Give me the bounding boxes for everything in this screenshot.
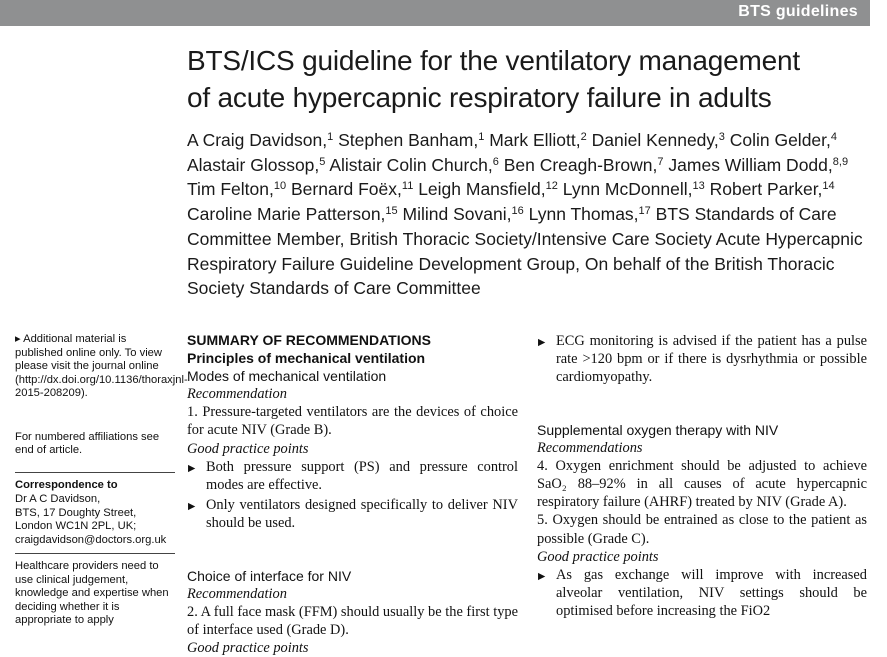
affiliation-number[interactable]: 11	[401, 180, 414, 193]
modes-heading: Modes of mechanical ventilation	[187, 368, 387, 384]
article-title	[187, 42, 867, 116]
author-groups: BTS Standards of Care Committee Member, British Thoracic Society/Intensive Care Society Acute Hypercapnic Respiratory Failure Guideline Development Group, On behalf of the British Thoracic Society Standards of Care Committee	[187, 204, 863, 299]
affiliation-number[interactable]: 17	[638, 205, 651, 218]
author-name: Bernard Foëx,	[291, 179, 402, 200]
affiliation-number[interactable]: 1	[478, 131, 485, 143]
author-name: Alistair Colin Church,	[329, 154, 493, 175]
affiliation-number[interactable]: 12	[545, 180, 558, 193]
author-name: Colin Gelder,	[729, 130, 831, 150]
ecg-bullet: ▶ ECG monitoring is advised if the patient has a pulse rate >120 bpm or if there is dysrhythmia or possible cardiomyopathy.	[537, 332, 867, 387]
affiliation-number[interactable]: 13	[692, 180, 705, 193]
gas-exchange-bullet: ▶ As gas exchange will improve with increased alveolar ventilation, NIV settings should be optimised before increasing the FiO2	[537, 566, 867, 621]
summary-heading: SUMMARY OF RECOMMENDATIONS	[187, 332, 431, 348]
affiliation-number[interactable]: 6	[492, 155, 499, 168]
affiliation-number[interactable]: 7	[657, 155, 664, 168]
affiliation-number[interactable]: 4	[830, 131, 838, 143]
sidebar-divider	[15, 553, 175, 554]
author-name: Alastair Glossop,	[187, 154, 320, 175]
column-left	[187, 332, 518, 657]
oxygen-heading: Supplemental oxygen therapy with NIV	[537, 421, 779, 438]
correspondence-line: Dr A C Davidson,	[15, 493, 101, 505]
affiliation-number[interactable]: 1	[327, 131, 334, 143]
author-name: Caroline Marie Patterson,	[187, 204, 386, 225]
author-name: Tim Felton,	[187, 179, 274, 200]
affiliation-number[interactable]: 5	[319, 155, 326, 168]
providers-note: Healthcare providers need to use clinical judgement, knowledge and expertise when deciding whether it is appropriate to apply	[15, 560, 169, 626]
correspondence-title: Correspondence to	[15, 478, 118, 491]
author-name: Milind Sovani,	[402, 204, 512, 225]
principles-heading: Principles of mechanical ventilation	[187, 350, 426, 366]
recommendation-1: 1. Pressure-targeted ventilators are the devices of choice for acute NIV (Grade B).	[187, 404, 518, 439]
author-name: Mark Elliott,	[489, 130, 581, 150]
gpp-bullet-2: ▶ Only ventilators designed specifically to deliver NIV should be used.	[187, 496, 518, 532]
affiliations-note: For numbered affiliations see end of article.	[15, 430, 160, 456]
sidebar	[15, 333, 188, 628]
recommendation-4: 4. Oxygen enrichment should be adjusted to achieve SaO₂ 88–92% in all causes of acute hypercapnic respiratory failure (AHRF) treated by NIV (Grade A).	[537, 457, 867, 511]
recommendation-label: Recommendation	[187, 386, 287, 402]
gpp-label: Good practice points	[187, 440, 309, 457]
sidebar-divider	[15, 472, 175, 473]
correspondence-line: London WC1N 2PL, UK;	[15, 520, 137, 532]
affiliation-number[interactable]: 16	[511, 205, 524, 218]
section-label: BTS guidelines	[738, 3, 858, 20]
affiliation-number[interactable]: 10	[273, 180, 287, 193]
header-bar	[0, 0, 870, 26]
correspondence-line: BTS, 17 Doughty Street,	[15, 506, 137, 519]
gpp-bullet-1: ▶ Both pressure support (PS) and pressure control modes are effective.	[187, 458, 518, 494]
recommendation-5: 5. Oxygen should be entrained as close to the patient as possible (Grade C).	[537, 512, 867, 547]
author-name: Stephen Banham,	[338, 130, 479, 150]
author-list	[187, 128, 867, 301]
correspondence-email[interactable]: craigdavidson@doctors.org.uk	[15, 533, 167, 546]
recommendation-label: Recommendation	[187, 585, 287, 602]
recommendations-label: Recommendations	[537, 439, 643, 456]
author-name: Daniel Kennedy,	[591, 130, 719, 150]
affiliation-number[interactable]: 8,9	[832, 155, 849, 168]
additional-material-note: ▸ Additional material is published online only. To view please visit the journal online (http://dx.doi.org/10.1136/thoraxjnl-2015-208209).	[15, 333, 188, 399]
author-name: Lynn McDonnell,	[562, 179, 693, 200]
affiliation-number[interactable]: 14	[822, 180, 835, 193]
gpp-label: Good practice points	[537, 548, 659, 565]
gpp-label: Good practice points	[187, 640, 309, 657]
recommendation-2: 2. A full face mask (FFM) should usually be the first type of interface used (Grade D).	[187, 603, 518, 639]
author-name: Lynn Thomas,	[528, 204, 639, 225]
affiliation-number[interactable]: 3	[718, 131, 725, 143]
author-name: Robert Parker,	[709, 179, 823, 200]
title-line-1: BTS/ICS guideline for the ventilatory management	[187, 45, 800, 76]
title-line-2: of acute hypercapnic respiratory failure in adults	[187, 82, 772, 113]
affiliation-number[interactable]: 15	[385, 205, 398, 218]
author-name: Leigh Mansfield,	[418, 179, 546, 200]
column-right	[537, 332, 867, 621]
affiliation-number[interactable]: 2	[580, 131, 587, 143]
author-name: A Craig Davidson,	[187, 130, 328, 150]
author-name: Ben Creagh-Brown,	[503, 154, 658, 175]
author-name: James William Dodd,	[668, 154, 833, 175]
interface-heading: Choice of interface for NIV	[187, 567, 352, 584]
